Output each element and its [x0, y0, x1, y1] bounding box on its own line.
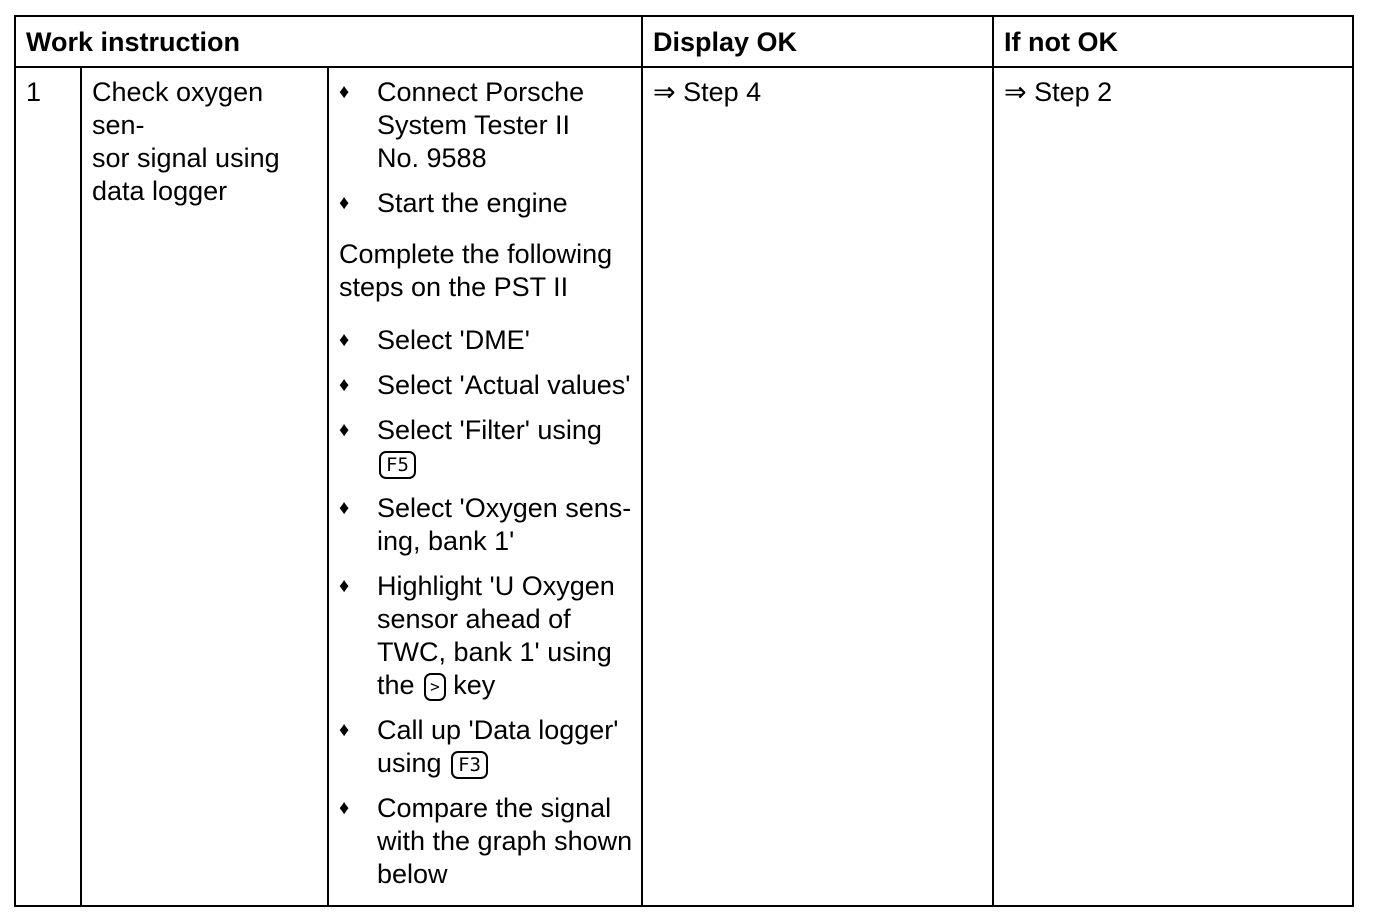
- display-ok-result: ⇒ Step 4: [653, 77, 762, 107]
- bullet-diamond-icon: ♦: [339, 374, 350, 396]
- table-header-row: [16, 17, 1352, 68]
- bullet-diamond-icon: ♦: [339, 419, 350, 441]
- instruction-item-text: Compare the signal with the graph shown below: [377, 793, 633, 889]
- header-work-instruction: Work instruction: [26, 27, 241, 57]
- keyboard-key: F3: [451, 751, 488, 779]
- bullet-diamond-icon: ♦: [339, 575, 350, 597]
- instruction-item: [339, 369, 637, 402]
- bullet-diamond-icon: ♦: [339, 329, 350, 351]
- step-number: 1: [26, 77, 42, 107]
- bullet-diamond-icon: ♦: [339, 192, 350, 214]
- instruction-item-text: Select 'Filter' using: [377, 415, 602, 445]
- keyboard-key: F5: [379, 451, 416, 479]
- instruction-item-text: Call up 'Data logger' using: [377, 715, 619, 778]
- bullet-diamond-icon: ♦: [339, 797, 350, 819]
- instruction-item: [339, 414, 637, 480]
- instruction-item: [339, 492, 637, 558]
- instruction-list: [339, 76, 637, 903]
- divider-display-ok: [641, 17, 643, 905]
- work-instruction-table: [14, 15, 1354, 907]
- instruction-item-suffix: key: [453, 670, 496, 700]
- instruction-item: [339, 570, 637, 702]
- keyboard-key: >: [424, 673, 446, 701]
- instruction-item-text: Select 'Oxygen sens- ing, bank 1': [377, 493, 632, 556]
- instruction-item-text: Select 'Actual values': [377, 370, 631, 400]
- divider-task: [327, 66, 329, 905]
- divider-if-not-ok: [992, 17, 994, 905]
- header-display-ok: Display OK: [653, 27, 798, 57]
- bullet-diamond-icon: ♦: [339, 81, 350, 103]
- bullet-diamond-icon: ♦: [339, 497, 350, 519]
- instruction-item-text: Connect Porsche System Tester II No. 9588: [377, 77, 585, 173]
- instruction-item-text: Highlight 'U Oxygen sensor ahead of TWC, bank 1' using the: [377, 571, 615, 700]
- instruction-paragraph: Complete the following steps on the PST II: [339, 239, 613, 302]
- instruction-item: [339, 76, 637, 175]
- instruction-item: [339, 324, 637, 357]
- instruction-item: [339, 792, 637, 891]
- step-task: Check oxygen sen- sor signal using data logger: [92, 77, 280, 206]
- header-if-not-ok: If not OK: [1004, 27, 1118, 57]
- instruction-item: [339, 714, 637, 780]
- bullet-diamond-icon: ♦: [339, 719, 350, 741]
- instruction-item: [339, 187, 637, 220]
- divider-step-number: [80, 66, 82, 905]
- instruction-item-text: Select 'DME': [377, 325, 530, 355]
- if-not-ok-result: ⇒ Step 2: [1004, 77, 1113, 107]
- instruction-item-text: Start the engine: [377, 188, 568, 218]
